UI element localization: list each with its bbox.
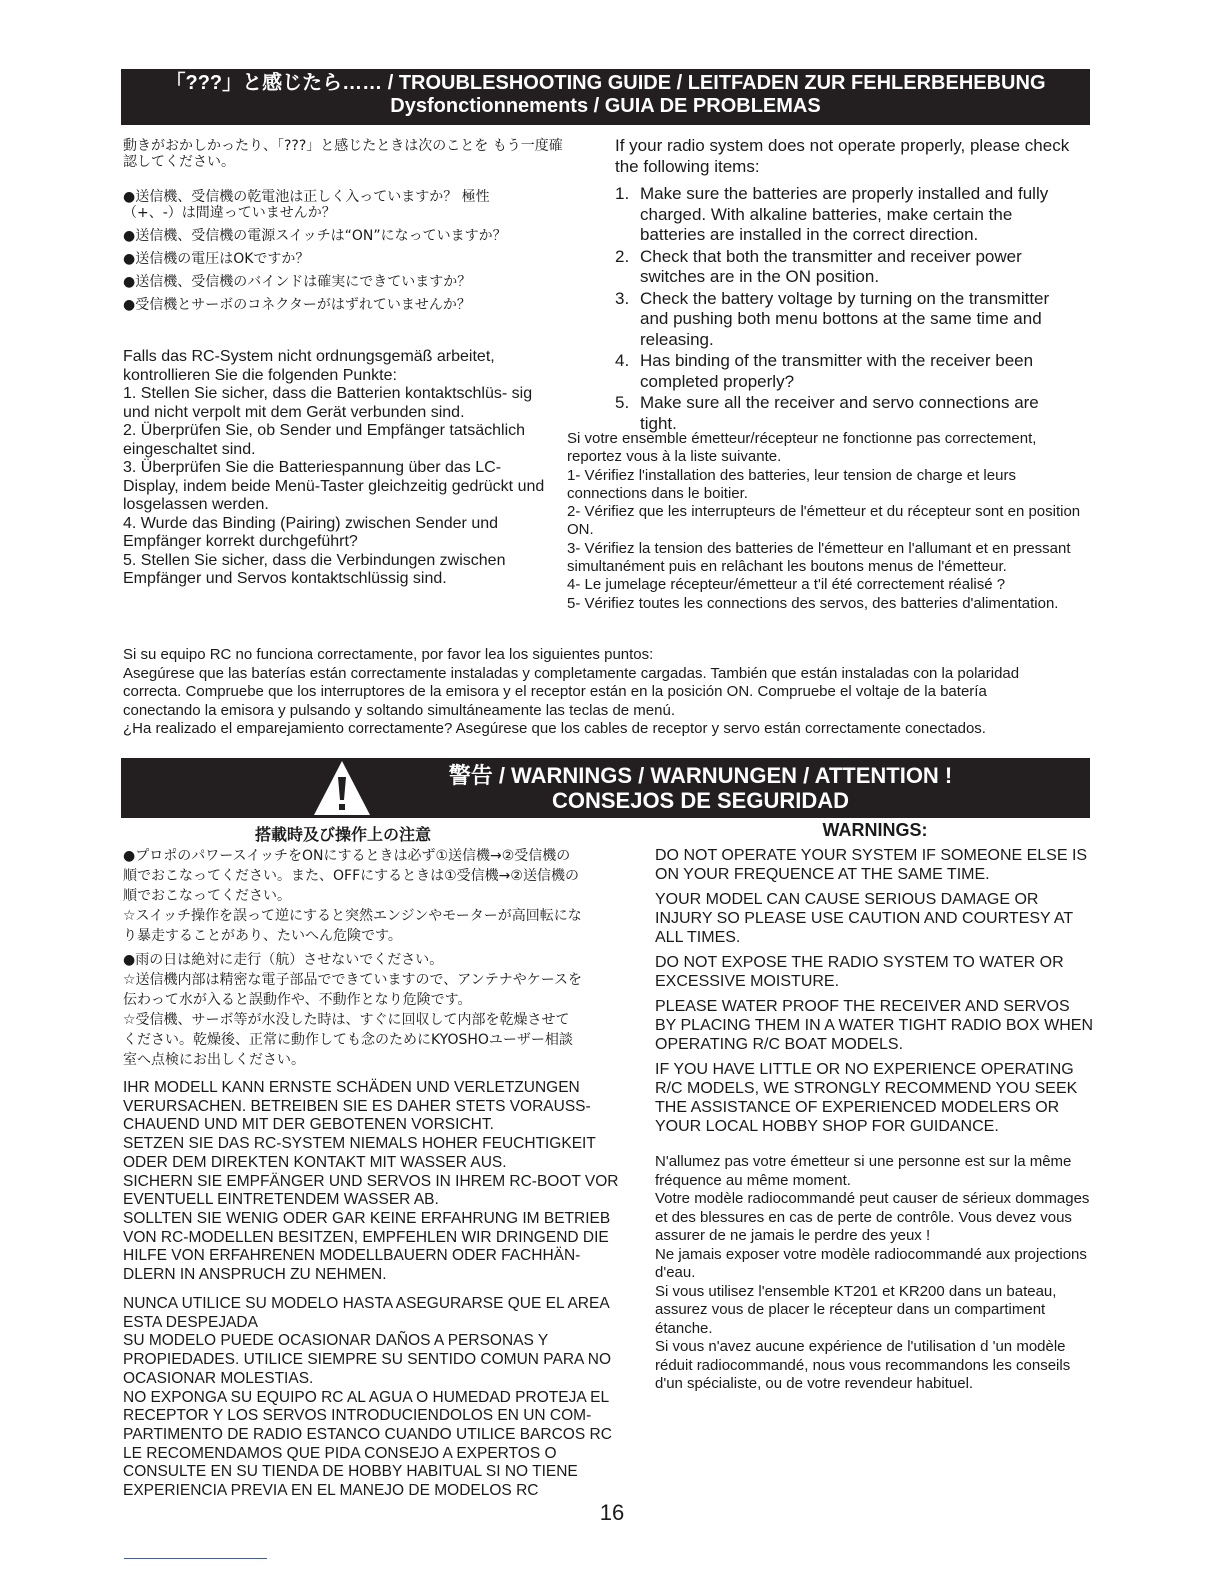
warnings-en — [655, 846, 1095, 1142]
fr-paragraph: 5- Vérifiez toutes les connections des servos, des batteries d'alimentation. — [567, 594, 1059, 612]
jp-warning-item: ●雨の日は絶対に走行（航）させないでください。 — [123, 952, 444, 968]
es-paragraph: Asegúrese que las baterías están correctamente instaladas y completamente cargadas. También que están instaladas con la polaridad correcta. Compruebe que los interruptores de la emisora y el receptor están en la posición ON. Compruebe el voltaje de la batería conectando la emisora y pulsando y soltando simultáneamente las teclas de menú. — [123, 664, 1020, 719]
troubleshooting-banner — [121, 69, 1090, 125]
fr-paragraph: 4- Le jumelage récepteur/émetteur a t'il été correctement réalisé ? — [567, 576, 1006, 594]
fr-paragraph: 1- Vérifiez l'installation des batteries, leur tension de charge et leurs connections dans le boitier. — [567, 466, 1016, 502]
en-list-item — [615, 184, 1075, 246]
fr-warning: Votre modèle radiocommandé peut causer de sérieux dommages et des blessures en cas de perte de contrôle. Vous devez vous assurer de ne jamais le perdre des yeux ! — [655, 1190, 1090, 1244]
troubleshooting-jp — [123, 138, 573, 313]
en-warning: PLEASE WATER PROOF THE RECEIVER AND SERVOS BY PLACING THEM IN A WATER TIGHT RADIO BOX WHEN OPERATING R/C BOAT MODELS. — [655, 998, 1093, 1053]
en-list-item — [615, 393, 1075, 434]
de-warning: IHR MODELL KANN ERNSTE SCHÄDEN UND VERLETZUNGEN VERURSACHEN. BETREIBEN SIE ES DAHER STETS VORAUSS- CHAUEND UND MIT DER GEBOTENEN VORSICHT. — [123, 1079, 591, 1134]
de-warning: SETZEN SIE DAS RC-SYSTEM NIEMALS HOHER FEUCHTIGKEIT ODER DEM DIREKTEN KONTAKT MIT WASSER AUS. — [123, 1135, 596, 1171]
es-warning: NO EXPONGA SU EQUIPO RC AL AGUA O HUMEDAD PROTEJA EL RECEPTOR Y LOS SERVOS INTRODUCIENDOLOS EN UN COM- PARTIMENTO DE RADIO ESTANCO CUANDO UTILICE BARCOS RC — [123, 1388, 612, 1443]
jp-item: ●送信機、受信機の乾電池は正しく入っていますか？ 極性（+、-）は間違っていませんか？ — [123, 189, 490, 221]
jp-warning-item: ●プロポのパワースイッチをONにするときは必ず①送信機→②受信機の順でおこなってください。また、OFFにするときは①受信機→②送信機の順でおこなってください。 — [123, 848, 579, 904]
fr-paragraph: 3- Vérifiez la tension des batteries de l'émetteur en l'allumant et en pressant simultanément puis en relâchant les boutons menus de l'émetteur. — [567, 539, 1071, 576]
en-warnings-heading: WARNINGS: — [822, 820, 928, 840]
en-warning: YOUR MODEL CAN CAUSE SERIOUS DAMAGE OR INJURY SO PLEASE USE CAUTION AND COURTESY AT ALL TIMES. — [655, 891, 1073, 946]
jp-warning-item: ☆送信機内部は精密な電子部品でできていますので、アンテナやケースを伝わって水が入ると誤動作や、不動作となり危険です。 — [123, 972, 583, 1008]
fr-warning: Si vous n'avez aucune expérience de l'utilisation d 'un modèle réduit radiocommandé, nous vous recommandons les conseils d'un spécialiste, ou de votre revendeur habituel. — [655, 1338, 1071, 1392]
de-warning: SICHERN SIE EMPFÄNGER UND SERVOS IN IHREM RC-BOOT VOR EVENTUELL EINTRETENDEM WASSER AB. — [123, 1172, 619, 1209]
en-list-item — [615, 247, 1075, 288]
en-list-text: Check the battery voltage by turning on the transmitter and pushing both menu bottons at the same time and releasing. — [640, 288, 1050, 349]
fr-warning: Si vous utilisez l'ensemble KT201 et KR200 dans un bateau, assurez vous de placer le récepteur dans un compartiment étanche. — [655, 1282, 1057, 1337]
troubleshooting-es — [123, 646, 1053, 739]
fr-paragraph: 2- Vérifiez que les interrupteurs de l'émetteur et du récepteur sont en position ON. — [567, 503, 1081, 539]
troubleshooting-subtitle: Dysfonctionnements / GUIA DE PROBLEMAS — [390, 95, 821, 117]
en-warning: IF YOU HAVE LITTLE OR NO EXPERIENCE OPERATING R/C MODELS, WE STRONGLY RECOMMEND YOU SEEK THE ASSISTANCE OF EXPERIENCED MODELERS OR YOUR LOCAL HOBBY SHOP FOR GUIDANCE. — [655, 1061, 1078, 1135]
warnings-subtitle: CONSEJOS DE SEGURIDAD — [551, 788, 850, 814]
de-paragraph: 1. Stellen Sie sicher, dass die Batterien kontaktschlüs- sig und nicht verpolt mit dem Gerät verbunden sind. — [123, 385, 533, 421]
de-paragraph: 2. Überprüfen Sie, ob Sender und Empfänger tatsächlich eingeschaltet sind. — [123, 422, 526, 458]
de-paragraph: 4. Wurde das Binding (Pairing) zwischen Sender und Empfänger korrekt durchgeführt? — [123, 514, 499, 550]
jp-item: ●受信機とサーボのコネクターがはずれていませんか？ — [123, 297, 471, 313]
en-list-text: Check that both the transmitter and receiver power switches are in the ON position. — [640, 246, 1022, 286]
warnings-fr — [655, 1153, 1095, 1394]
troubleshooting-fr — [567, 430, 1089, 613]
en-list-number: 5. — [615, 393, 630, 412]
de-paragraph: 3. Überprüfen Sie die Batteriespannung über das LC-Display, indem beide Menü-Taster gleichzeitig gedrückt und losgelassen werden. — [123, 459, 545, 513]
jp-intro: 動きがおかしかったり、「???」と感じたときは次のことを もう一度確認してください。 — [123, 138, 563, 170]
de-paragraph: 5. Stellen Sie sicher, dass die Verbindungen zwischen Empfänger und Servos kontaktschlüssig sind. — [123, 551, 506, 587]
fr-warning: Ne jamais exposer votre modèle radiocommandé aux projections d'eau. — [655, 1245, 1087, 1281]
es-paragraph: Si su equipo RC no funciona correctamente, por favor lea los siguientes puntos: — [123, 646, 654, 663]
warnings-es — [123, 1295, 633, 1501]
en-list-text: Make sure the batteries are properly installed and fully charged. With alkaline batteries, make certain the batteries are installed in the correct direction. — [640, 184, 1049, 244]
en-intro: If your radio system does not operate properly, please check the following items: — [615, 136, 1070, 176]
es-warning: LE RECOMENDAMOS QUE PIDA CONSEJO A EXPERTOS O CONSULTE EN SU TIENDA DE HOBBY HABITUAL SI NO TIENE EXPERIENCIA PREVIA EN EL MANEJO DE MODELOS RC — [123, 1444, 578, 1500]
en-list-item — [615, 289, 1075, 351]
en-warning: DO NOT EXPOSE THE RADIO SYSTEM TO WATER OR EXCESSIVE MOISTURE. — [655, 954, 1064, 990]
fr-paragraph: Si votre ensemble émetteur/récepteur ne fonctionne pas correctement, reportez vous à la liste suivante. — [567, 430, 1037, 466]
troubleshooting-en — [615, 136, 1075, 435]
fr-warning: N'allumez pas votre émetteur si une personne est sur la même fréquence au même moment. — [655, 1153, 1072, 1189]
en-list-number: 1. — [615, 184, 630, 203]
warnings-banner — [121, 758, 1090, 818]
es-warning: NUNCA UTILICE SU MODELO HASTA ASEGURARSE QUE EL AREA ESTA DESPEJADA — [123, 1295, 609, 1331]
de-warning: SOLLTEN SIE WENIG ODER GAR KEINE ERFAHRUNG IM BETRIEB VON RC-MODELLEN BESITZEN, EMPFEHLEN WIR DRINGEND DIE HILFE VON ERFAHRENEN MODELLBAUERN ODER FACHHÄN- DLERN IN ANSPRUCH ZU NEHMEN. — [123, 1209, 611, 1284]
jp-item: ●送信機、受信機のバインドは確実にできていますか？ — [123, 274, 472, 290]
warnings-title: 警告 / WARNINGS / WARNUNGEN / ATTENTION ! — [448, 763, 953, 788]
en-list-number: 2. — [615, 246, 630, 266]
en-list-item — [615, 351, 1075, 392]
troubleshooting-de — [123, 348, 548, 589]
jp-warnings-heading: 搭載時及び操作上の注意 — [254, 825, 431, 844]
warnings-jp — [123, 846, 583, 1070]
footer-rule — [124, 1558, 267, 1559]
en-warning: DO NOT OPERATE YOUR SYSTEM IF SOMEONE ELSE IS ON YOUR FREQUENCE AT THE SAME TIME. — [655, 847, 1088, 883]
jp-item: ●送信機の電圧はOKですか？ — [123, 251, 310, 267]
troubleshooting-title: 「???」と感じたら…… / TROUBLESHOOTING GUIDE / LEITFADEN ZUR FEHLERBEHEBUNG — [165, 72, 1046, 94]
jp-item: ●送信機、受信機の電源スイッチは“ON”になっていますか？ — [123, 228, 507, 244]
es-warning: SU MODELO PUEDE OCASIONAR DAÑOS A PERSONAS Y PROPIEDADES. UTILICE SIEMPRE SU SENTIDO COMUN PARA NO OCASIONAR MOLESTIAS. — [123, 1332, 612, 1387]
en-list-number: 4. — [615, 351, 630, 370]
de-paragraph: Falls das RC-System nicht ordnungsgemäß arbeitet, kontrollieren Sie die folgenden Punkte: — [123, 348, 495, 384]
warnings-de — [123, 1079, 633, 1285]
jp-warning-item: ☆スイッチ操作を誤って逆にすると突然エンジンやモーターが高回転になり暴走することがあり、たいへん危険です。 — [123, 908, 582, 944]
en-list-number: 3. — [615, 288, 630, 308]
jp-warning-item: ☆受信機、サーボ等が水没した時は、すぐに回収して内部を乾燥させてください。乾燥後、正常に動作しても念のためにKYOSHOユーザー相談室へ点検にお出しください。 — [123, 1012, 573, 1068]
es-paragraph: ¿Ha realizado el emparejamiento correctamente? Asegúrese que los cables de receptor y servo están correctamente conectados. — [123, 720, 986, 737]
page-number: 16 — [599, 1500, 625, 1525]
en-list-text: Make sure all the receiver and servo connections are tight. — [640, 393, 1039, 433]
en-list-text: Has binding of the transmitter with the receiver been completed properly? — [640, 351, 1034, 391]
